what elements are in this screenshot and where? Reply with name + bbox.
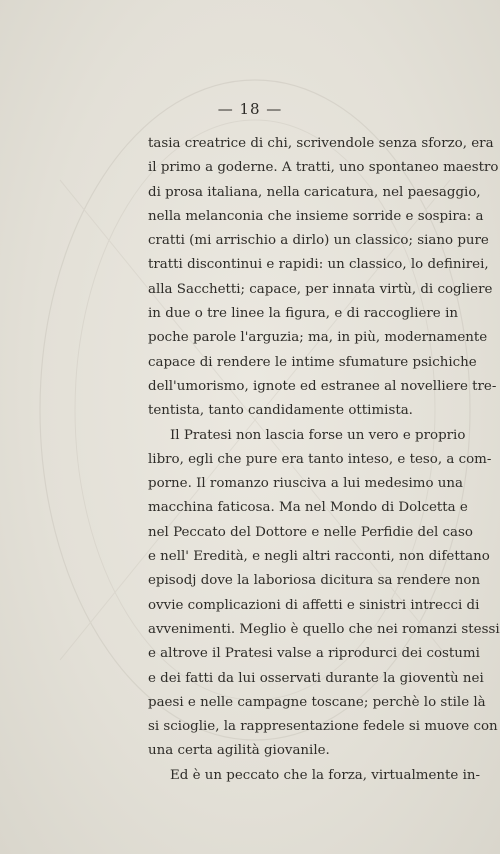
- text-line: nella melanconia che insieme sorride e sospira: a: [148, 208, 484, 224]
- text-line: in due o tre linee la figura, e di raccogliere in: [148, 306, 458, 322]
- text-line: dell'umorismo, ignote ed estranee al novelliere tre-: [148, 378, 497, 394]
- text-line: si scioglie, la rappresentazione fedele si muove con: [148, 719, 498, 735]
- text-line: alla Sacchetti; capace, per innata virtù, di cogliere: [148, 281, 493, 297]
- body-text: [148, 132, 500, 788]
- text-line: porne. Il romanzo riusciva a lui medesimo una: [148, 476, 464, 492]
- text-line: e dei fatti da lui osservati durante la gioventù nei: [148, 670, 484, 686]
- text-line: libro, egli che pure era tanto inteso, e teso, a com-: [148, 451, 492, 467]
- text-line: paesi e nelle campagne toscane; perchè lo stile là: [148, 694, 486, 710]
- text-line: di prosa italiana, nella caricatura, nel paesaggio,: [148, 184, 481, 200]
- text-line: e altrove il Pratesi valse a riprodurci dei costumi: [148, 646, 480, 662]
- text-line: tentista, tanto candidamente ottimista.: [148, 403, 413, 419]
- text-line: Ed è un peccato che la forza, virtualmente in-: [170, 767, 481, 783]
- text-line: avvenimenti. Meglio è quello che nei romanzi stessi: [148, 621, 500, 637]
- page-number: — 18 —: [217, 100, 283, 118]
- text-line: poche parole l'arguzia; ma, in più, modernamente: [148, 330, 488, 346]
- text-line: tratti discontinui e rapidi: un classico, lo definirei,: [148, 257, 489, 273]
- text-line: macchina faticosa. Ma nel Mondo di Dolcetta e: [148, 500, 468, 516]
- text-line: nel Peccato del Dottore e nelle Perfidie del caso: [148, 524, 473, 540]
- text-line: una certa agilità giovanile.: [148, 743, 330, 759]
- text-line: il primo a goderne. A tratti, uno spontaneo maestro: [148, 160, 499, 176]
- text-line: e nell' Eredità, e negli altri racconti, non difettano: [148, 549, 490, 565]
- text-line: Il Pratesi non lascia forse un vero e proprio: [170, 427, 466, 443]
- text-line: episodj dove la laboriosa dicitura sa rendere non: [148, 573, 481, 589]
- text-line: cratti (mi arrischio a dirlo) un classico; siano pure: [148, 233, 489, 249]
- text-line: capace di rendere le intime sfumature psichiche: [148, 354, 477, 370]
- text-line: tasia creatrice di chi, scrivendole senza sforzo, era: [148, 136, 494, 151]
- text-line: ovvie complicazioni di affetti e sinistri intrecci di: [148, 597, 480, 613]
